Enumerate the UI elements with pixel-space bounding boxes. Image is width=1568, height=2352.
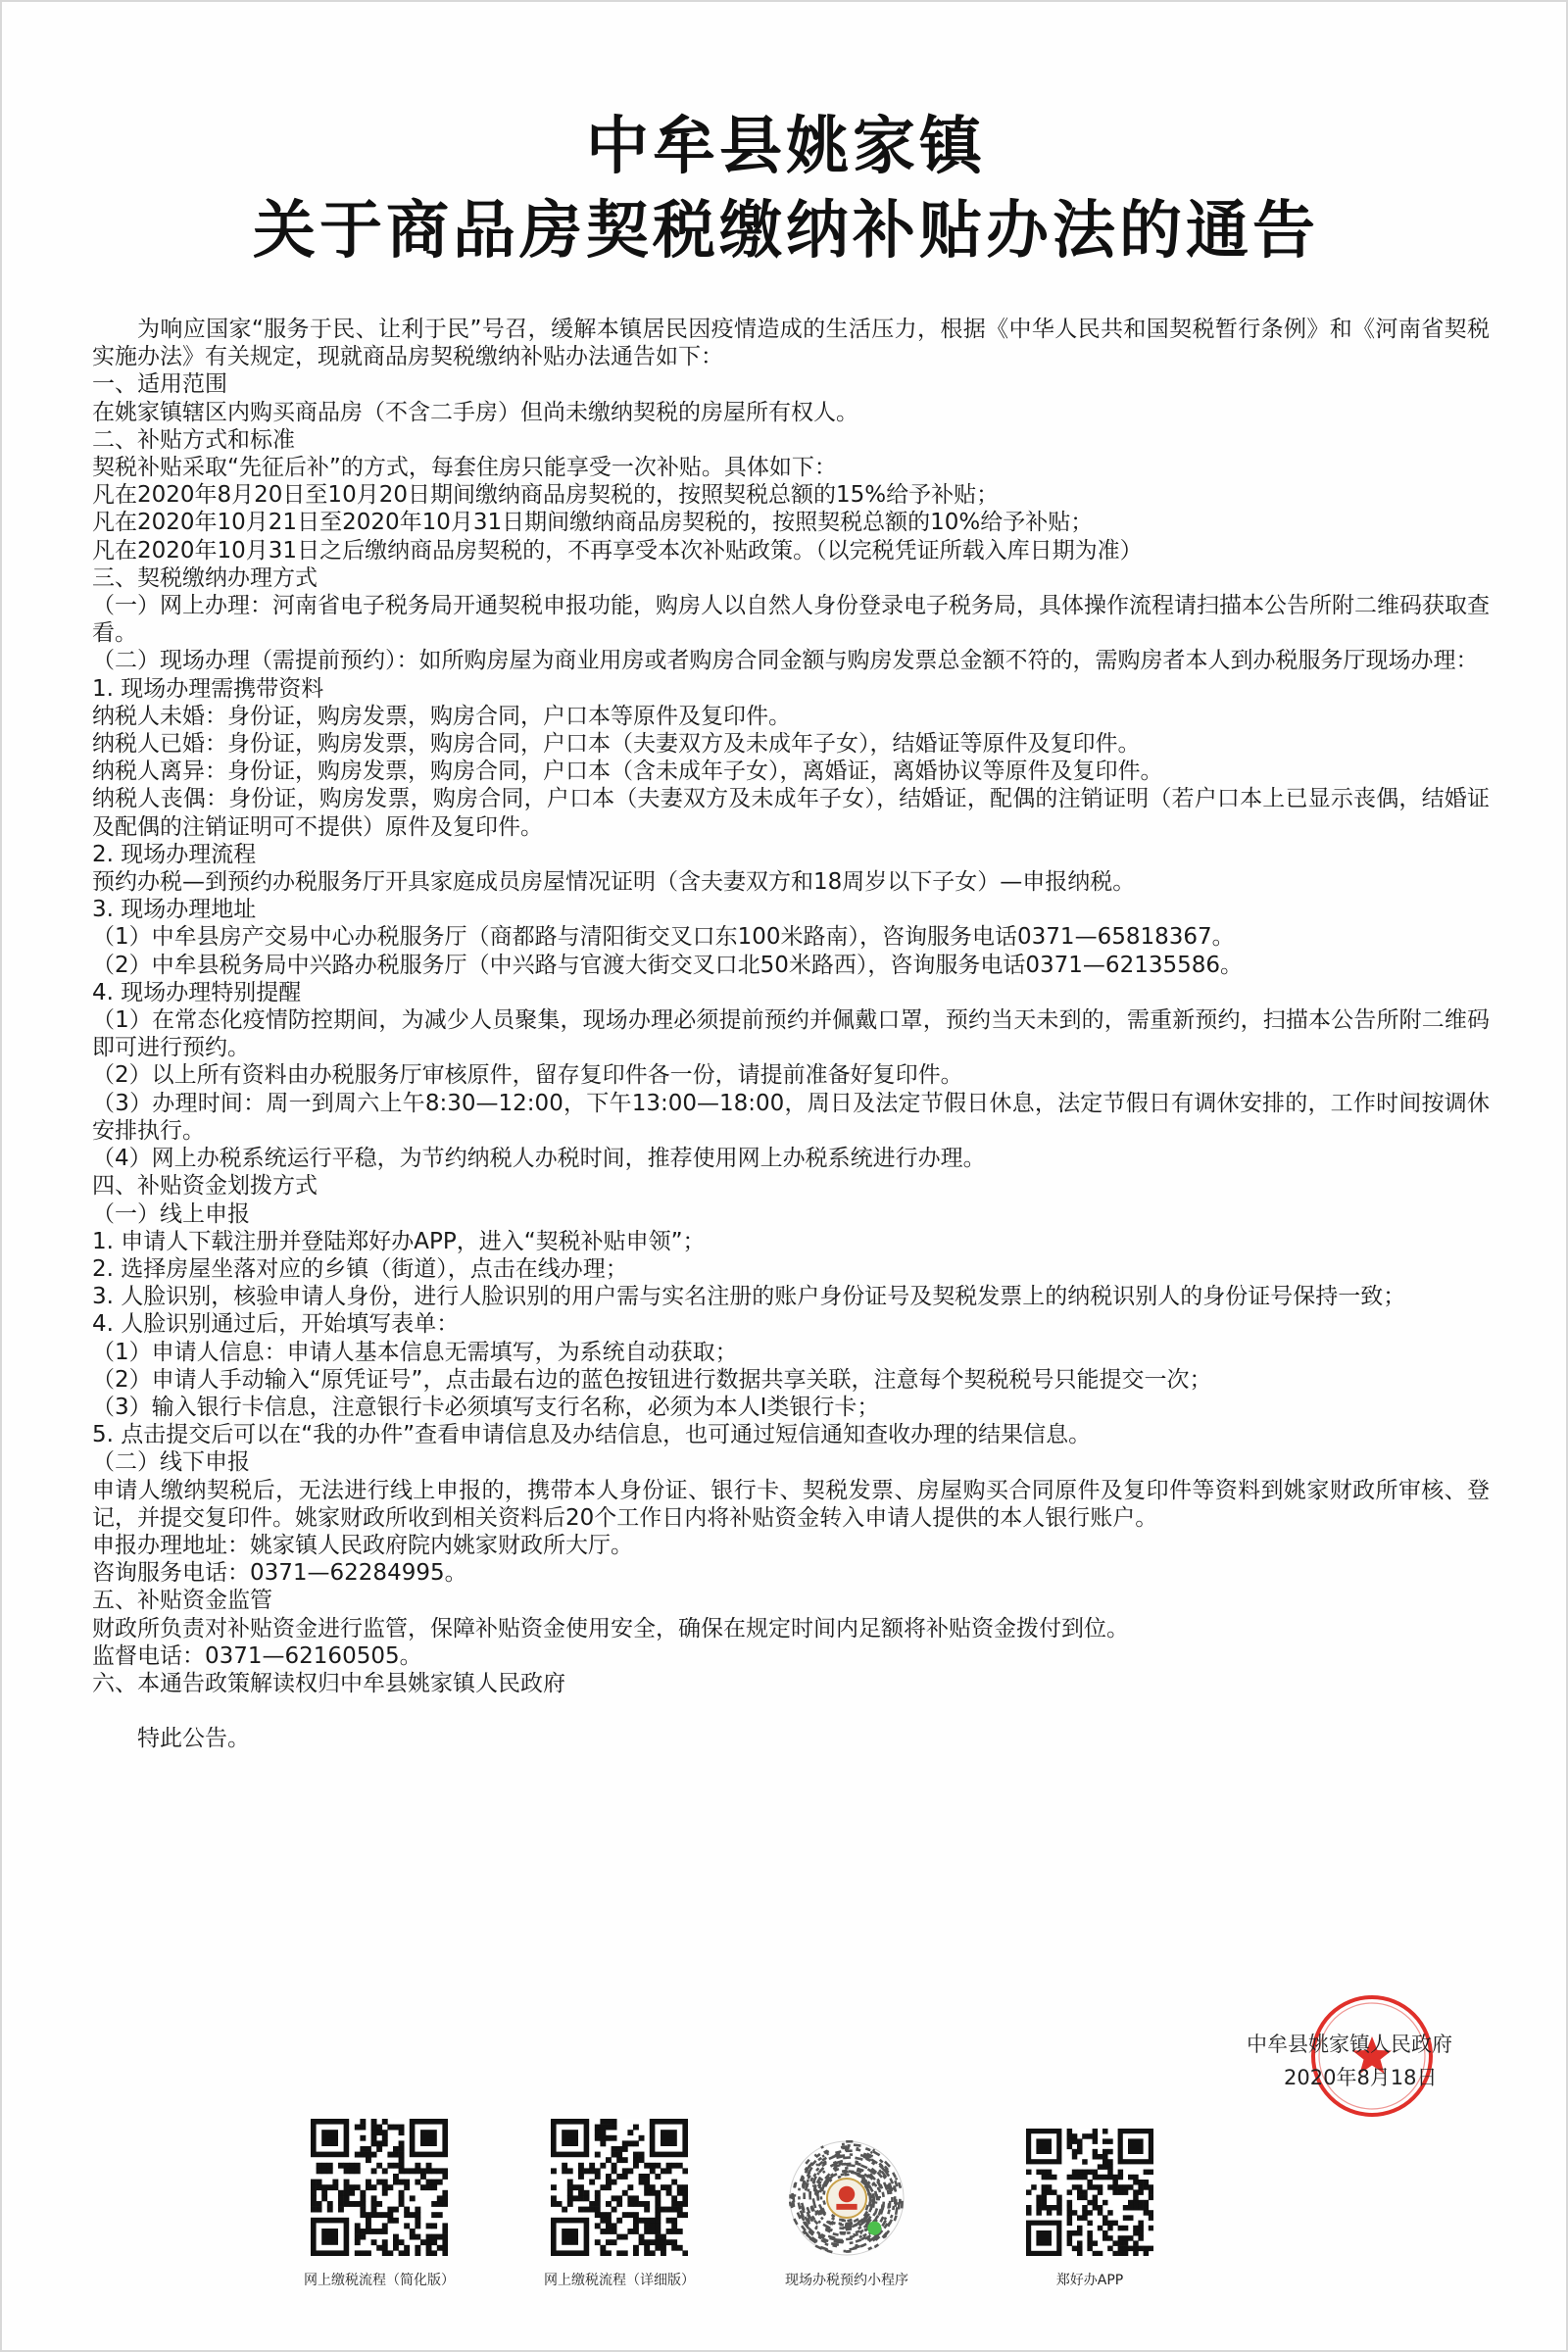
notice-paragraph: （1）申请人信息：申请人基本信息无需填写，为系统自动获取； <box>92 1339 738 1365</box>
mini-program-code-icon[interactable] <box>739 2109 955 2256</box>
notice-paragraph: 纳税人离异：身份证，购房发票，购房合同，户口本（含未成年子女），离婚证，离婚协议等原件及复印件。 <box>92 759 1163 785</box>
qr-code-icon[interactable] <box>271 2109 487 2256</box>
notice-paragraph: 在姚家镇辖区内购买商品房（不含二手房）但尚未缴纳契税的房屋所有权人。 <box>92 399 858 425</box>
notice-paragraph: （二）现场办理（需提前预约）：如所购房屋为商业用房或者购房合同金额与购房发票总金额不符的，需购房者本人到办税服务厅现场办理： <box>92 648 1479 674</box>
notice-title <box>2 105 1568 273</box>
notice-paragraph: 3. 现场办理地址 <box>92 897 257 923</box>
notice-paragraph: 咨询服务电话：0371—62284995。 <box>92 1560 467 1587</box>
notice-paragraph: 纳税人未婚：身份证，购房发票，购房合同，户口本等原件及复印件。 <box>92 703 791 729</box>
qr-code-caption: 网上缴税流程（详细版） <box>544 2273 695 2288</box>
qr-code-caption: 现场办税预约小程序 <box>785 2273 908 2288</box>
notice-paragraph: （一）线上申报 <box>92 1200 250 1227</box>
notice-body <box>92 316 1490 1752</box>
qr-code-item <box>271 2109 487 2289</box>
notice-paragraph: 为响应国家“服务于民、让利于民”号召，缓解本镇居民因疫情造成的生活压力，根据《中华人民共和国契税暂行条例》和《河南省契税实施办法》有关规定，现就商品房契税缴纳补贴办法通告如下： <box>92 317 1490 370</box>
notice-paragraph: 预约办税—到预约办税服务厅开具家庭成员房屋情况证明（含夫妻双方和18周岁以下子女）—申报纳税。 <box>92 869 1136 896</box>
qr-code-icon[interactable] <box>512 2109 727 2256</box>
qr-code-row <box>2 2109 1568 2305</box>
notice-paragraph: 凡在2020年8月20日至10月20日期间缴纳商品房契税的，按照契税总额的15%给予补贴； <box>92 482 1000 509</box>
notice-paragraph: 4. 现场办理特别提醒 <box>92 979 302 1005</box>
title-line-1: 中牟县姚家镇 <box>586 110 986 183</box>
notice-paragraph: 财政所负责对补贴资金进行监管，保障补贴资金使用安全，确保在规定时间内足额将补贴资金拨付到位。 <box>92 1615 1129 1642</box>
notice-paragraph: （1）在常态化疫情防控期间，为减少人员聚集，现场办理必须提前预约并佩戴口罩，预约当天未到的，需重新预约，扫描本公告所附二维码即可进行预约。 <box>92 1007 1490 1061</box>
notice-paragraph: 纳税人已婚：身份证，购房发票，购房合同，户口本（夫妻双方及未成年子女），结婚证等原件及复印件。 <box>92 731 1141 758</box>
notice-paragraph: 3. 人脸识别，核验申请人身份，进行人脸识别的用户需与实名注册的账户身份证号及契税发票上的纳税识别人的身份证号保持一致； <box>92 1284 1406 1310</box>
notice-paragraph: （3）办理时间：周一到周六上午8:30—12:00，下午13:00—18:00，周日及法定节假日休息，法定节假日有调休安排的，工作时间按调休安排执行。 <box>92 1090 1490 1144</box>
title-line-2: 关于商品房契税缴纳补贴办法的通告 <box>253 194 1319 268</box>
notice-paragraph: （2）中牟县税务局中兴路办税服务厅（中兴路与官渡大街交叉口北50米路西），咨询服务电话0371—62135586。 <box>92 952 1243 978</box>
notice-paragraph: 1. 现场办理需携带资料 <box>92 675 324 702</box>
notice-paragraph: （2）以上所有资料由办税服务厅审核原件，留存复印件各一份，请提前准备好复印件。 <box>92 1062 963 1089</box>
notice-paragraph: （4）网上办税系统运行平稳，为节约纳税人办税时间，推荐使用网上办税系统进行办理。 <box>92 1146 986 1172</box>
qr-code-caption: 郑好办APP <box>1055 2273 1124 2288</box>
notice-paragraph: 三、契税缴纳办理方式 <box>92 564 318 591</box>
qr-code-caption: 网上缴税流程（简化版） <box>304 2273 455 2288</box>
notice-paragraph: 2. 选择房屋坐落对应的乡镇（街道），点击在线办理； <box>92 1255 628 1282</box>
notice-paragraph: 凡在2020年10月21日至2020年10月31日期间缴纳商品房契税的，按照契税总额的10%给予补贴； <box>92 510 1094 536</box>
notice-paragraph: 申报办理地址：姚家镇人民政府院内姚家财政所大厅。 <box>92 1532 633 1558</box>
notice-paragraph: 五、补贴资金监管 <box>92 1588 272 1614</box>
issue-date: 2020年8月18日 <box>1284 2066 1438 2089</box>
notice-paragraph: 二、补贴方式和标准 <box>92 426 295 453</box>
notice-paragraph: 2. 现场办理流程 <box>92 841 257 867</box>
issuer-name: 中牟县姚家镇人民政府 <box>1247 2033 1452 2056</box>
notice-paragraph: 一、适用范围 <box>92 371 227 398</box>
notice-paragraph: 纳税人丧偶：身份证，购房发票，购房合同，户口本（夫妻双方及未成年子女），结婚证，配偶的注销证明（若户口本上已显示丧偶，结婚证及配偶的注销证明可不提供）原件及复印件。 <box>92 786 1490 840</box>
qr-code-item <box>739 2109 955 2289</box>
notice-paragraph: 5. 点击提交后可以在“我的办件”查看申请信息及办结信息，也可通过短信通知查收办理的结果信息。 <box>92 1422 1092 1448</box>
notice-paragraph: 4. 人脸识别通过后，开始填写表单： <box>92 1311 460 1338</box>
qr-code-icon[interactable] <box>982 2109 1198 2256</box>
qr-code-item <box>982 2109 1198 2289</box>
notice-paragraph: 凡在2020年10月31日之后缴纳商品房契税的，不再享受本次补贴政策。（以完税凭证所载入库日期为准） <box>92 537 1143 564</box>
notice-paragraph: 1. 申请人下载注册并登陆郑好办APP，进入“契税补贴申领”； <box>92 1228 706 1254</box>
qr-code-item <box>512 2109 727 2289</box>
notice-paragraph: （一）网上办理：河南省电子税务局开通契税申报功能，购房人以自然人身份登录电子税务局，具体操作流程请扫描本公告所附二维码获取查看。 <box>92 593 1490 647</box>
notice-paragraph: （3）输入银行卡信息，注意银行卡必须填写支行名称，必须为本人I类银行卡； <box>92 1394 880 1420</box>
notice-paragraph: 契税补贴采取“先征后补”的方式，每套住房只能享受一次补贴。具体如下： <box>92 455 837 481</box>
notice-paragraph: 监督电话：0371—62160505。 <box>92 1642 422 1669</box>
notice-paragraph: 四、补贴资金划拨方式 <box>92 1173 318 1200</box>
closing-remark: 特此公告。 <box>137 1726 250 1752</box>
notice-paragraph: 六、本通告政策解读权归中牟县姚家镇人民政府 <box>92 1670 565 1696</box>
notice-paragraph: 申请人缴纳契税后，无法进行线上申报的，携带本人身份证、银行卡、契税发票、房屋购买合同原件及复印件等资料到姚家财政所审核、登记，并提交复印件。姚家财政所收到相关资料后20个工作日内将补贴资金转入申请人提供的本人银行账户。 <box>92 1477 1490 1531</box>
notice-paragraph: （1）中牟县房产交易中心办税服务厅（商都路与清阳街交叉口东100米路南），咨询服务电话0371—65818367。 <box>92 924 1235 951</box>
notice-paragraph: （二）线下申报 <box>92 1449 250 1476</box>
notice-paragraph: （2）申请人手动输入“原凭证号”，点击最右边的蓝色按钮进行数据共享关联，注意每个契税税号只能提交一次； <box>92 1366 1212 1393</box>
